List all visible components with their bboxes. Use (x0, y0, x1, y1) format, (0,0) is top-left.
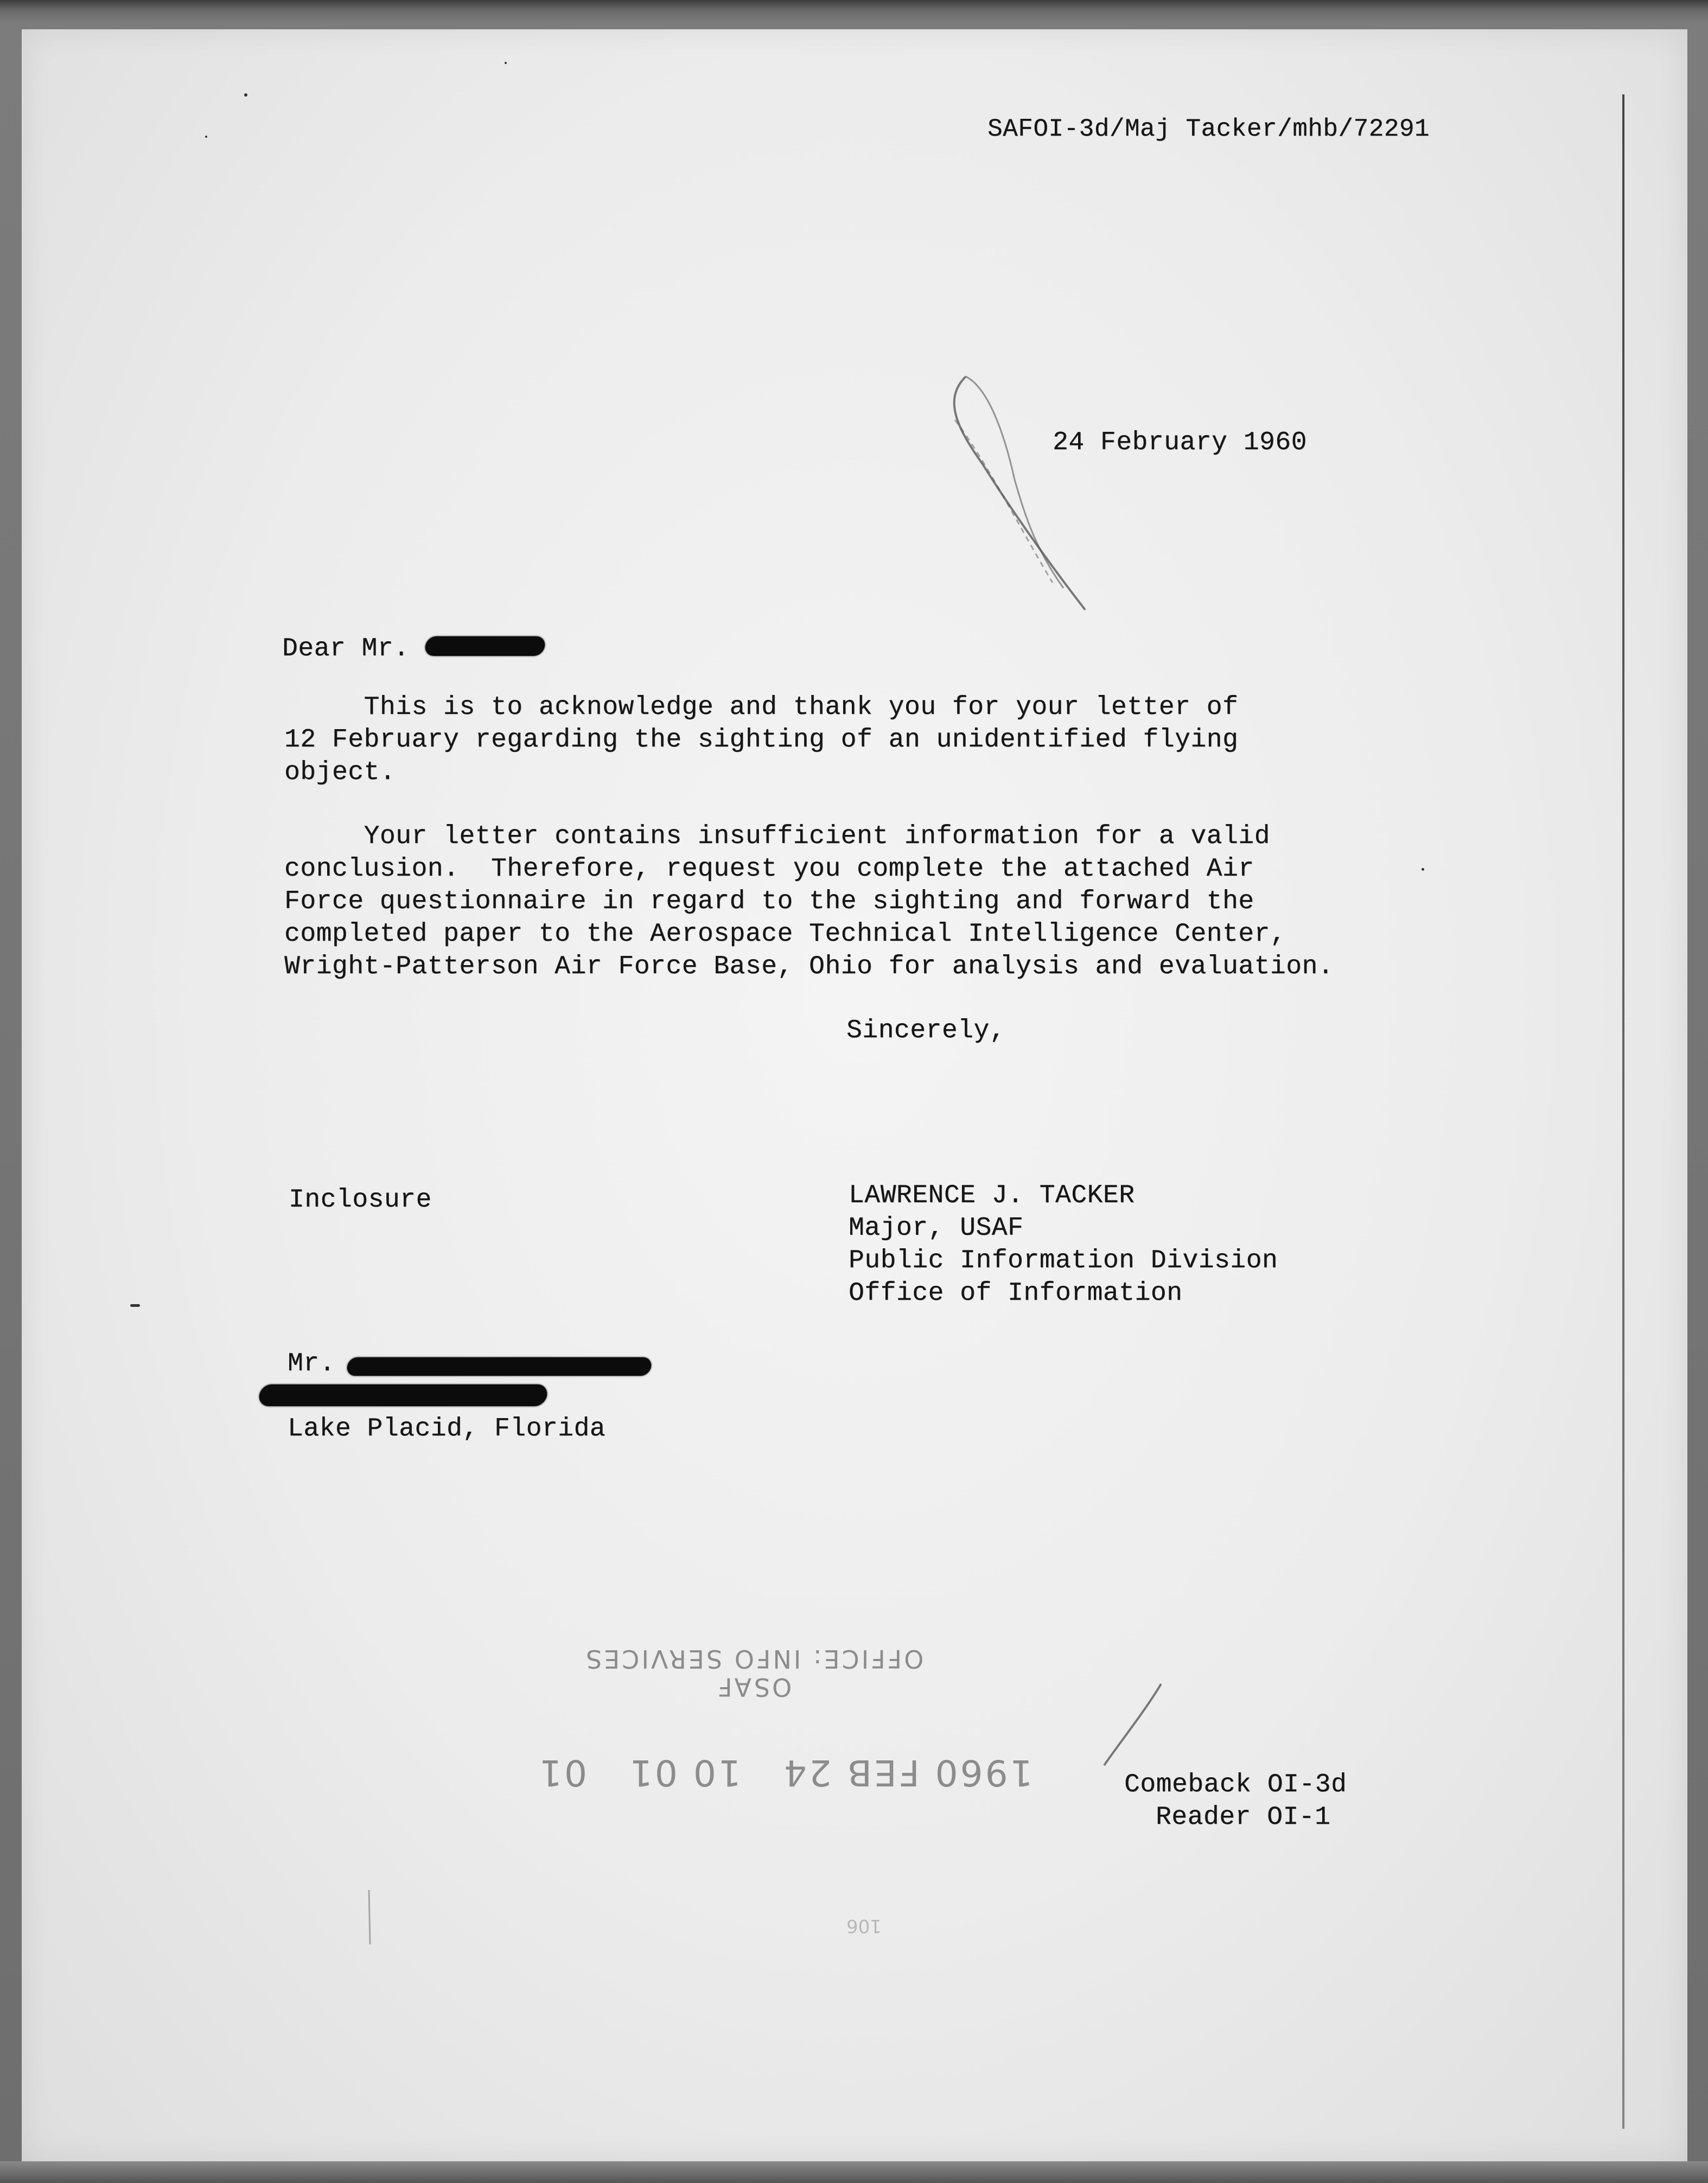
pencil-stroke-icon (1096, 1678, 1172, 1771)
body-paragraph-1: This is to acknowledge and thank you for your letter of 12 February regarding the sighting of an unidentified flying object. (284, 693, 1239, 787)
redaction-bar (346, 1357, 653, 1376)
enclosure-note: Inclosure (289, 1185, 432, 1215)
signer-rank: Major, USAF (849, 1214, 1024, 1243)
scan-speck (1422, 868, 1424, 871)
signer-division: Public Information Division (849, 1246, 1278, 1275)
received-stamp: 1960 FEB 24 10 01 01 (537, 1752, 1033, 1793)
signer-name: LAWRENCE J. TACKER (849, 1181, 1135, 1210)
signer-office: Office of Information (849, 1279, 1183, 1308)
routing-block (1124, 1769, 1347, 1834)
office-stamp (584, 1645, 923, 1701)
paper-sheet (22, 29, 1687, 2161)
scan-bottom-edge (0, 2161, 1708, 2183)
scan-speck (244, 93, 247, 97)
scan-speck (130, 1304, 140, 1307)
letter-date: 24 February 1960 (1053, 428, 1307, 457)
scan-speck (205, 136, 207, 138)
addressee-prefix: Mr. (288, 1349, 335, 1378)
page-edge-line (1622, 94, 1624, 2129)
body-paragraph-2: Your letter contains insufficient information for a valid conclusion. Therefore, request you complete the attached Air Force questionnaire in regard to the sighting and forward the completed paper to the Aerospace Technical Intelligence Center, Wright-Patterson Air Force Base, Ohio for analysis and evaluation. (284, 822, 1334, 981)
stamp-line-2: OFFICE: INFO SERVICES (584, 1644, 924, 1674)
pencil-tick-icon (358, 1885, 391, 1950)
salutation-line (282, 633, 545, 665)
stamp-line-1: OSAF (716, 1673, 792, 1702)
routing-line-1: Comeback OI-3d (1124, 1770, 1347, 1799)
signature-block (849, 1179, 1278, 1310)
page-number-stamp: 106 (846, 1915, 882, 1937)
scan-speck (505, 62, 507, 64)
routing-line-2: Reader OI-1 (1156, 1803, 1331, 1832)
pencil-check-mark-icon (922, 355, 1129, 637)
redaction-bar (258, 1384, 549, 1406)
closing: Sincerely, (846, 1016, 1006, 1045)
redaction-bar (424, 636, 546, 656)
salutation: Dear Mr. (282, 634, 410, 663)
addressee-city-state: Lake Placid, Florida (288, 1414, 606, 1444)
reference-code: SAFOI-3d/Maj Tacker/mhb/72291 (987, 115, 1430, 143)
